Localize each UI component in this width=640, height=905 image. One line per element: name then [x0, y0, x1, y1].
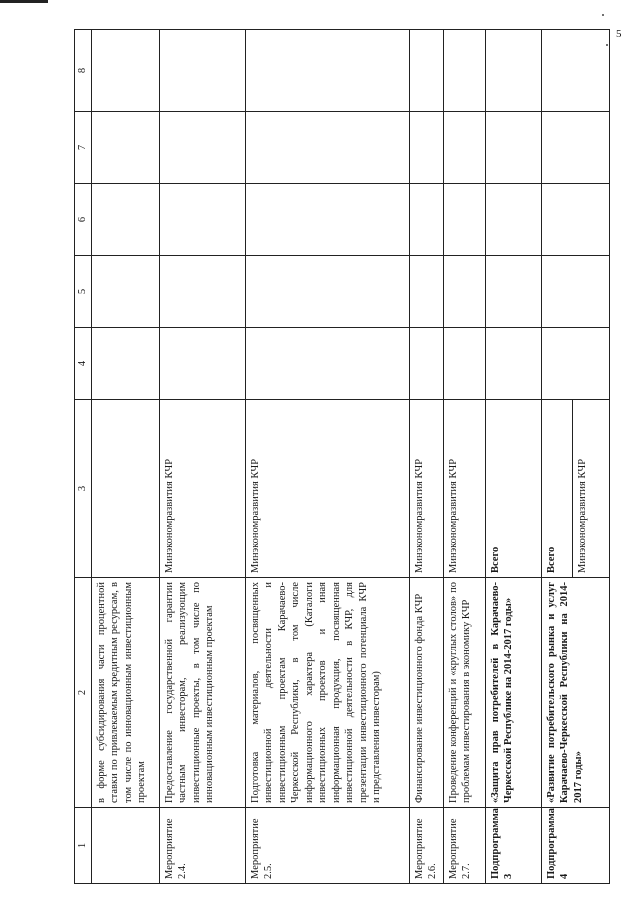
- value-cell: [246, 112, 410, 184]
- row-description: «Защита прав потребителей в Карачаево-Черкесской Республике на 2014-2017 годы»: [485, 578, 541, 808]
- page-number: 5: [616, 28, 622, 40]
- value-cell: [160, 256, 246, 328]
- scan-artifact-line: [0, 0, 48, 3]
- value-cell: [246, 30, 410, 112]
- row-label: Мероприятие 2.5.: [246, 808, 410, 884]
- row-label: [92, 808, 160, 884]
- row-responsible: Всего: [485, 400, 541, 578]
- row-description: «Развитие потребительского рынка и услуг Карачаево-Черкесской Республики на 2014-2017 годы»: [541, 578, 609, 808]
- value-cell: [92, 112, 160, 184]
- value-cell: [443, 256, 485, 328]
- responsible-ministry: Минэкономразвития КЧР: [576, 458, 588, 573]
- row-description: Подготовка материалов, посвященных инвестиционной деятельности и инвестиционным проектам Карачаево-Черкесской Республики, в том числе информационного характера (Каталоги инвестиционных проектов и иная информационная продукция, посвященная инвестиционной деятельности в КЧР, для презентации инвестиционного потенциала КЧР и представления инвесторам): [246, 578, 410, 808]
- rotated-table-container: [74, 30, 610, 884]
- value-cell: [485, 184, 541, 256]
- value-cell: [410, 112, 444, 184]
- value-cell: [92, 328, 160, 400]
- table-row: [92, 30, 160, 884]
- column-header: 3: [75, 400, 92, 578]
- value-cell: [410, 30, 444, 112]
- table-row: [410, 30, 444, 884]
- value-cell: [410, 184, 444, 256]
- value-cell: [246, 328, 410, 400]
- value-cell: [160, 184, 246, 256]
- value-cell: [443, 112, 485, 184]
- scan-artifact-dot: [602, 14, 604, 16]
- value-cell: [246, 256, 410, 328]
- value-cell: [485, 112, 541, 184]
- row-label: Подпрограмма 4: [541, 808, 609, 884]
- column-header: 4: [75, 328, 92, 400]
- row-responsible: [92, 400, 160, 578]
- value-cell: [92, 184, 160, 256]
- responsible-total: Всего: [542, 400, 573, 577]
- value-cell: [160, 30, 246, 112]
- value-cell: [541, 184, 609, 256]
- value-cell: [92, 30, 160, 112]
- row-label: Мероприятие 2.7.: [443, 808, 485, 884]
- value-cell: [410, 256, 444, 328]
- column-header: 5: [75, 256, 92, 328]
- row-description: Предоставление государственной гарантии частным инвесторам, реализующим инвестиционные проекты, в том числе по инновационным инвестиционным проектам: [160, 578, 246, 808]
- table-row: [541, 30, 609, 884]
- row-responsible: Минэкономразвития КЧР: [410, 400, 444, 578]
- value-cell: [443, 328, 485, 400]
- value-cell: [246, 184, 410, 256]
- value-cell: [160, 112, 246, 184]
- value-cell: [443, 184, 485, 256]
- table-row: [246, 30, 410, 884]
- column-header: 8: [75, 30, 92, 112]
- value-cell: [485, 328, 541, 400]
- column-header: 7: [75, 112, 92, 184]
- value-cell: [541, 112, 609, 184]
- table-row: [443, 30, 485, 884]
- value-cell: [160, 328, 246, 400]
- row-description: Финансирование инвестиционного фонда КЧР: [410, 578, 444, 808]
- column-header: 1: [75, 808, 92, 884]
- row-responsible: Минэкономразвития КЧР: [246, 400, 410, 578]
- value-cell: [541, 30, 609, 112]
- value-cell: [92, 256, 160, 328]
- row-label: Подпрограмма 3: [485, 808, 541, 884]
- table-row: [160, 30, 246, 884]
- column-header: 6: [75, 184, 92, 256]
- value-cell: [410, 328, 444, 400]
- column-header: 2: [75, 578, 92, 808]
- measures-table: [74, 29, 610, 884]
- value-cell: [443, 30, 485, 112]
- row-responsible: Минэкономразвития КЧР: [160, 400, 246, 578]
- row-responsible: [541, 400, 609, 578]
- value-cell: [541, 256, 609, 328]
- value-cell: [485, 30, 541, 112]
- row-label: Мероприятие 2.4.: [160, 808, 246, 884]
- row-description: в форме субсидирования части процентной ставки по привлекаемым кредитным ресурсам, в том числе по инновационным инвестиционным проектам: [92, 578, 160, 808]
- row-description: Проведение конференций и «круглых столов» по проблемам инвестирования в экономику КЧР: [443, 578, 485, 808]
- table-row: [485, 30, 541, 884]
- row-responsible: Минэкономразвития КЧР: [443, 400, 485, 578]
- value-cell: [541, 328, 609, 400]
- row-label: Мероприятие 2.6.: [410, 808, 444, 884]
- header-row: [75, 30, 92, 884]
- value-cell: [485, 256, 541, 328]
